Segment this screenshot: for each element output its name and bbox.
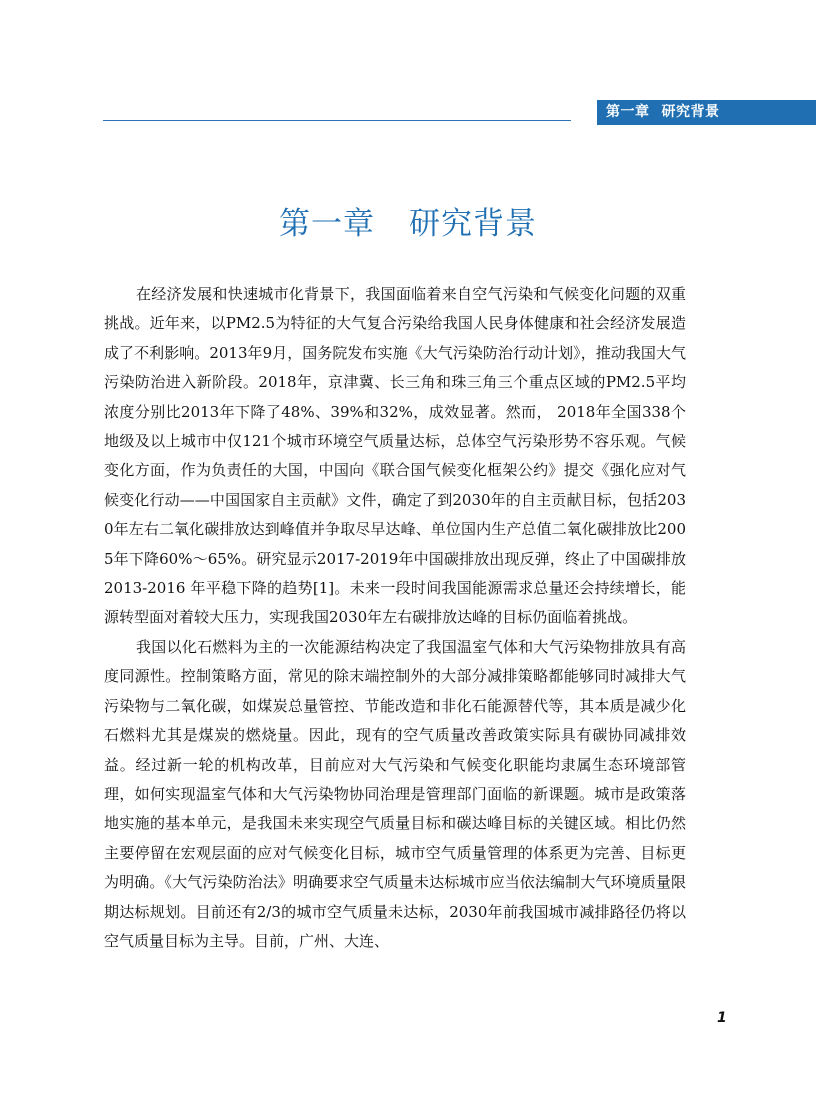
running-header-section: 研究背景 [661, 104, 720, 120]
chapter-number: 第一章 [279, 206, 375, 242]
page-number: 1 [717, 1010, 727, 1026]
paragraph: 我国以化石燃料为主的一次能源结构决定了我国温室气体和大气污染物排放具有高度同源性。控制策略方面，常见的除末端控制外的大部分减排策略都能够同时减排大气污染物与二氧化碳，如煤炭总量管控、节能改造和非化石能源替代等，其本质是减少化石燃料尤其是煤炭的燃烧量。因此，现有的空气质量改善政策实际具有碳协同减排效益。经过新一轮的机构改革，目前应对大气污染和气候变化职能均隶属生态环境部管理，如何实现温室气体和大气污染物协同治理是管理部门面临的新课题。城市是政策落地实施的基本单元，是我国未来实现空气质量目标和碳达峰目标的关键区域。相比仍然主要停留在宏观层面的应对气候变化目标，城市空气质量管理的体系更为完善、目标更为明确。《大气污染防治法》明确要求空气质量未达标城市应当依法编制大气环境质量限期达标规划。目前还有2/3的城市空气质量未达标，2030年前我国城市减排路径仍将以空气质量目标为主导。目前，广州、大连、 [104, 637, 686, 950]
chapter-name: 研究背景 [409, 206, 537, 242]
running-header-chapter: 第一章 [606, 104, 650, 120]
chapter-title [0, 202, 816, 246]
header-rule [103, 120, 571, 121]
paragraph: 在经济发展和快速城市化背景下，我国面临着来自空气污染和气候变化问题的双重挑战。近年来，以PM2.5为特征的大气复合污染给我国人民身体健康和社会经济发展造成了不利影响。2013年9月，国务院发布实施《大气污染防治行动计划》，推动我国大气污染防治进入新阶段。2018年，京津冀、长三角和珠三角三个重点区域的PM2.5平均浓度分别比2013年下降了48%、39%和32%，成效显著。然而， 2018年全国338个地级及以上城市中仅121个城市环境空气质量达标，总体空气污染形势不容乐观。气候变化方面，作为负责任的大国，中国向《联合国气候变化框架公约》提交《强化应对气候变化行动——中国国家自主贡献》文件，确定了到2030年的自主贡献目标，包括2030年左右二氧化碳排放达到峰值并争取尽早达峰、单位国内生产总值二氧化碳排放比2005年下降60%～65%。研究显示2017-2019年中国碳排放出现反弹，终止了中国碳排放 2013-2016 年平稳下降的趋势[1]。未来一段时间我国能源需求总量还会持续增长，能源转型面对着较大压力，实现我国2030年左右碳排放达峰的目标仍面临着挑战。 [104, 285, 686, 627]
running-header [597, 100, 816, 125]
body-text [104, 280, 686, 956]
